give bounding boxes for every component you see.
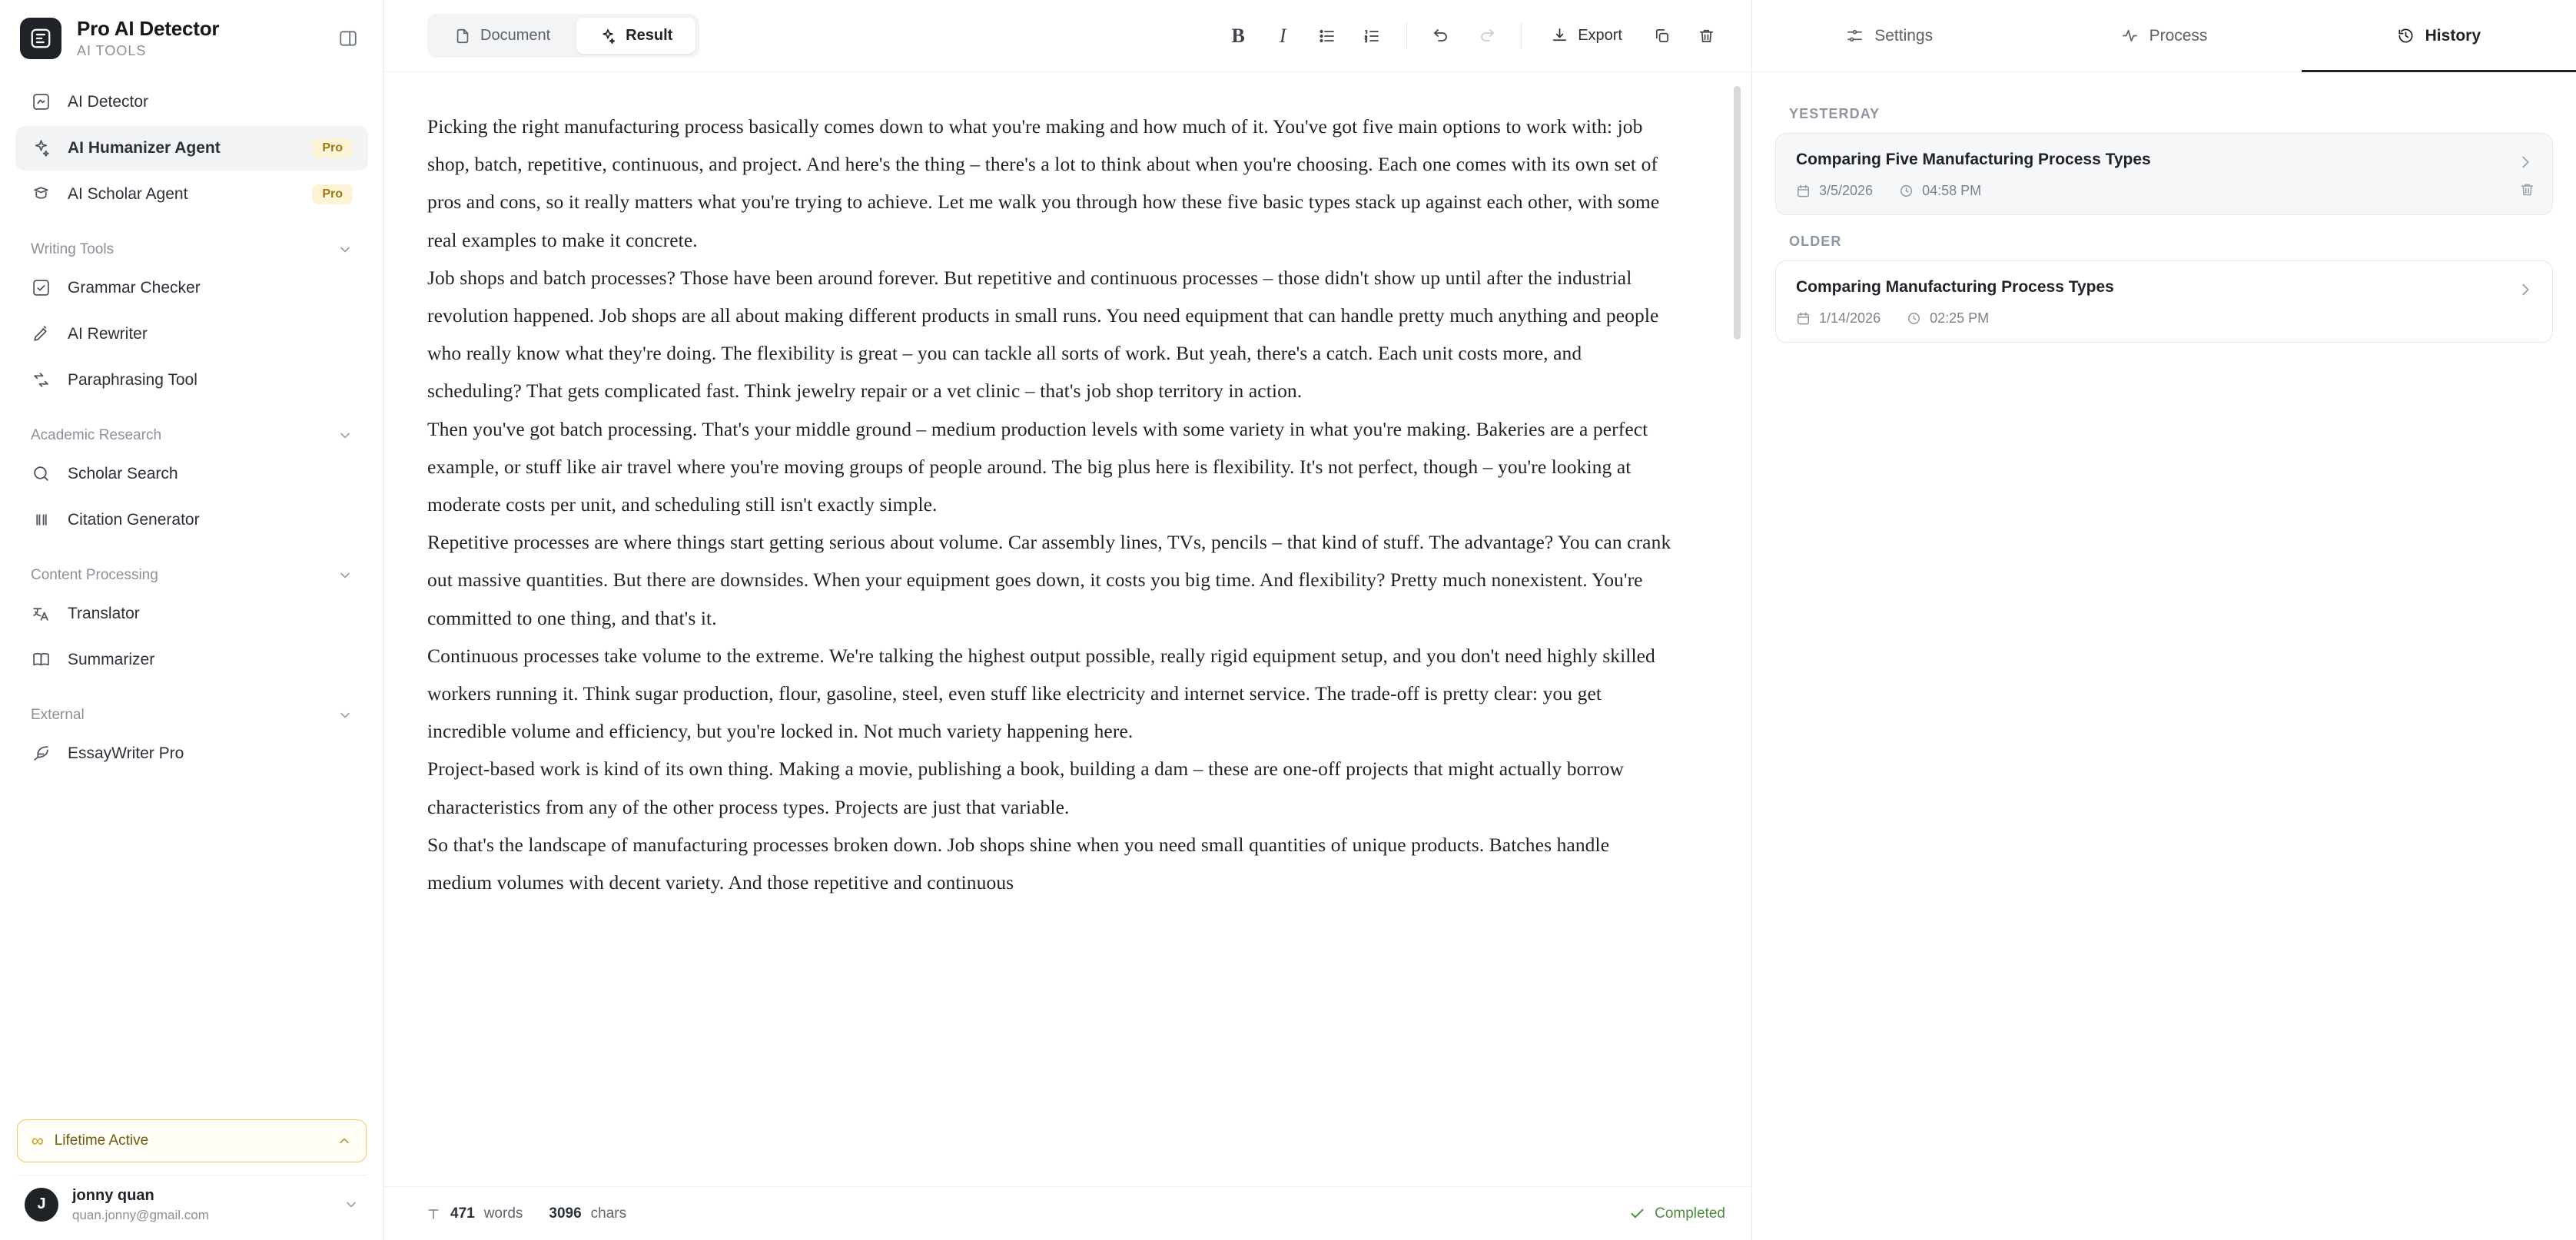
right-panel-tabs <box>1752 0 2576 72</box>
status-label: Completed <box>1655 1205 1725 1222</box>
delete-button[interactable] <box>1687 17 1725 55</box>
lifetime-status-button[interactable] <box>17 1119 367 1162</box>
history-list <box>1752 72 2576 1240</box>
tab-document-label: Document <box>480 27 551 44</box>
toolbar-separator <box>1521 23 1522 49</box>
user-email: quan.jonny@gmail.com <box>72 1207 209 1222</box>
editor-status-bar <box>384 1186 1751 1240</box>
paragraph: Then you've got batch processing. That's your middle ground – medium production levels with some variety in what you're making. Bakeries are a perfect example, or stuff like air travel where you're moving groups of people around. The big plus here is flexibility. It's not perfect, though – you're looking at moderate costs per unit, and scheduling still isn't exactly simple. <box>427 417 1648 516</box>
editor-toolbar <box>384 0 1751 72</box>
tab-document[interactable] <box>431 18 573 54</box>
tab-settings-label: Settings <box>1874 26 1934 45</box>
history-item-meta <box>1796 183 2532 199</box>
tab-history[interactable] <box>2302 0 2576 71</box>
infinity-icon: ∞ <box>32 1130 44 1150</box>
sidebar-item-scholar-search[interactable] <box>15 452 368 496</box>
book-icon <box>31 650 51 670</box>
brand-title: Pro AI Detector <box>77 17 220 40</box>
activity-icon <box>2121 27 2139 45</box>
check-icon <box>1629 1205 1645 1222</box>
sidebar-item-label: Paraphrasing Tool <box>68 370 198 389</box>
redo-button[interactable] <box>1467 17 1505 55</box>
char-count-value: 3096 <box>549 1205 582 1222</box>
sidebar-item-essaywriter-pro[interactable] <box>15 731 368 776</box>
sidebar-item-summarizer[interactable] <box>15 638 368 682</box>
word-count <box>426 1205 523 1222</box>
chevron-down-icon <box>337 428 353 443</box>
chevron-down-icon <box>344 1197 359 1212</box>
history-item-time <box>1907 310 1989 327</box>
sidebar-item-ai-scholar-agent[interactable] <box>15 172 368 217</box>
history-item-title: Comparing Manufacturing Process Types <box>1796 278 2114 296</box>
sidebar-group-content-processing[interactable] <box>0 552 383 590</box>
sidebar <box>0 0 384 1240</box>
sidebar-nav <box>0 74 383 1119</box>
export-label: Export <box>1578 27 1622 44</box>
app-logo-icon <box>20 18 61 59</box>
history-time-value: 04:58 PM <box>1922 183 1982 198</box>
numbered-list-icon <box>1363 27 1381 45</box>
history-item[interactable] <box>1775 260 2553 343</box>
tab-settings[interactable] <box>1752 0 2027 71</box>
export-icon <box>1551 27 1569 45</box>
document-scrollbar[interactable] <box>1734 86 1741 1172</box>
history-item[interactable] <box>1775 133 2553 215</box>
user-name: jonny quan <box>72 1186 154 1204</box>
sidebar-item-citation-generator[interactable] <box>15 498 368 542</box>
bold-button[interactable] <box>1219 17 1257 55</box>
toolbar-separator <box>1406 23 1407 49</box>
pro-badge: Pro <box>312 184 353 204</box>
sidebar-group-academic-research[interactable] <box>0 412 383 450</box>
bold-icon: B <box>1231 24 1245 47</box>
document-scroll-area[interactable] <box>384 72 1751 1186</box>
quote-icon <box>31 510 51 530</box>
sparkle-icon <box>599 28 616 45</box>
bullet-list-button[interactable] <box>1308 17 1346 55</box>
history-date-value: 3/5/2026 <box>1819 183 1874 198</box>
sliders-icon <box>1846 27 1864 45</box>
sidebar-item-label: Translator <box>68 604 140 622</box>
sidebar-group-external[interactable] <box>0 691 383 730</box>
sidebar-group-label: Content Processing <box>31 566 158 583</box>
sidebar-group-label: Academic Research <box>31 426 162 443</box>
char-count <box>549 1205 626 1222</box>
editor-mode-tabs <box>427 14 699 58</box>
sparkle-icon <box>31 138 51 158</box>
paragraph: So that's the landscape of manufacturing processes broken down. Job shops shine when you need small quantities of unique products. Batches handle medium volumes with decent variety. And those repetitive and continuous <box>427 833 1610 894</box>
sidebar-item-label: Scholar Search <box>68 464 178 482</box>
tab-history-label: History <box>2425 26 2481 45</box>
user-account-button[interactable] <box>17 1175 367 1226</box>
editor-pane <box>384 0 1752 1240</box>
brand-text <box>77 17 317 60</box>
calendar-icon <box>1796 184 1811 198</box>
pro-badge: Pro <box>312 138 353 158</box>
history-group-label: YESTERDAY <box>1789 106 1881 121</box>
sidebar-footer <box>0 1119 383 1240</box>
history-item-time <box>1899 183 1981 199</box>
tab-process[interactable] <box>2027 0 2301 71</box>
right-panel <box>1752 0 2576 1240</box>
clock-icon <box>1899 184 1914 198</box>
check-square-icon <box>31 278 51 298</box>
paragraph: Project-based work is kind of its own thing. Making a movie, publishing a book, building a dam – these are one-off projects that might actually borrow characteristics from any of the other process types. Projects are just that variable. <box>427 758 1624 818</box>
scrollbar-thumb[interactable] <box>1734 86 1741 340</box>
document-icon <box>454 28 471 45</box>
avatar: J <box>25 1188 58 1222</box>
result-document[interactable] <box>384 72 1751 1186</box>
history-group-label: OLDER <box>1789 234 1842 249</box>
undo-icon <box>1432 27 1451 45</box>
chevron-down-icon <box>337 568 353 583</box>
status-badge <box>1629 1205 1725 1222</box>
export-button[interactable] <box>1537 19 1636 52</box>
user-text <box>72 1186 330 1223</box>
history-item-title: Comparing Five Manufacturing Process Types <box>1796 151 2151 168</box>
sidebar-item-ai-humanizer-agent[interactable] <box>15 126 368 171</box>
char-count-label: chars <box>590 1205 627 1222</box>
translate-icon <box>31 604 51 624</box>
sidebar-item-ai-detector[interactable] <box>15 80 368 124</box>
paragraph: Picking the right manufacturing process basically comes down to what you're making and how much of it. You've got five main options to work with: job shop, batch, repetitive, continuous, and project. And here's the thing – there's a lot to think about when you're choosing. Each one comes with its own set of pros and cons, so it really matters what you're trying to achieve. Let me walk you through how these five basic types stack up against each other, with some real examples to make it concrete. <box>427 115 1660 251</box>
tab-result[interactable] <box>576 18 695 54</box>
sidebar-item-label: Summarizer <box>68 650 155 668</box>
chevron-down-icon <box>337 242 353 257</box>
brand-header <box>0 0 383 74</box>
paragraph: Continuous processes take volume to the extreme. We're talking the highest output possible, really rigid equipment setup, and you don't need highly skilled workers running it. Think sugar production, flour, gasoline, steel, even stuff like electricity and internet service. The trade-off is pretty clear: you get incredible volume and efficiency, but you're locked in. Not much variety happening here. <box>427 644 1655 743</box>
clock-icon <box>1907 311 1921 326</box>
lifetime-label: Lifetime Active <box>54 1132 149 1149</box>
copy-button[interactable] <box>1642 17 1681 55</box>
history-delete-button[interactable] <box>2519 181 2535 197</box>
paragraph: Repetitive processes are where things start getting serious about volume. Car assembly lines, TVs, pencils – that kind of stuff. The advantage? You can crank out massive quantities. But there are downsides. When your equipment goes down, it costs you big time. And flexibility? Pretty much nonexistent. You're committed to one thing, and that's it. <box>427 531 1671 629</box>
sidebar-group-label: Writing Tools <box>31 240 115 257</box>
numbered-list-button[interactable] <box>1353 17 1391 55</box>
tab-result-label: Result <box>626 27 673 44</box>
sidebar-item-label: Grammar Checker <box>68 278 201 297</box>
chevron-up-icon <box>337 1133 352 1149</box>
sidebar-group-label: External <box>31 706 85 723</box>
sidebar-item-label: Citation Generator <box>68 510 200 529</box>
bullet-list-icon <box>1318 27 1336 45</box>
trash-icon <box>1698 27 1715 45</box>
sidebar-item-label: AI Rewriter <box>68 324 148 343</box>
sidebar-item-label: EssayWriter Pro <box>68 744 184 762</box>
redo-icon <box>1477 27 1495 45</box>
calendar-icon <box>1796 311 1811 326</box>
feather-icon <box>31 744 51 764</box>
undo-button[interactable] <box>1422 17 1461 55</box>
history-item-date <box>1796 310 1881 327</box>
sidebar-item-label: AI Detector <box>68 92 149 111</box>
italic-icon: I <box>1279 24 1286 47</box>
sidebar-item-grammar-checker[interactable] <box>15 266 368 310</box>
paraphrase-icon <box>31 370 51 390</box>
sidebar-item-label: AI Scholar Agent <box>68 184 188 203</box>
detector-icon <box>31 92 51 112</box>
chevron-right-icon[interactable] <box>2517 281 2534 298</box>
history-date-value: 1/14/2026 <box>1819 310 1881 326</box>
copy-icon <box>1653 27 1671 45</box>
text-icon <box>426 1206 441 1222</box>
word-count-label: words <box>483 1205 523 1222</box>
sidebar-item-label: AI Humanizer Agent <box>68 138 221 157</box>
tab-process-label: Process <box>2149 26 2208 45</box>
search-icon <box>31 464 51 484</box>
sidebar-group-writing-tools[interactable] <box>0 226 383 264</box>
chevron-down-icon <box>337 708 353 723</box>
history-icon <box>2397 27 2415 45</box>
history-time-value: 02:25 PM <box>1930 310 1990 326</box>
paragraph: Job shops and batch processes? Those have been around forever. But repetitive and continuous processes – those didn't show up until after the industrial revolution happened. Job shops are all about making different products in small runs. You need equipment that can handle pretty much anything and people who really know what they're doing. The flexibility is great – you can tackle all sorts of work. But yeah, there's a catch. Each unit costs more, and scheduling? That gets complicated fast. Think jewelry repair or a vet clinic – that's job shop territory in action. <box>427 266 1659 403</box>
chevron-right-icon[interactable] <box>2517 154 2534 171</box>
italic-button[interactable] <box>1263 17 1302 55</box>
word-count-value: 471 <box>450 1205 475 1222</box>
brand-subtitle: AI TOOLS <box>77 43 147 59</box>
sidebar-item-paraphrasing-tool[interactable] <box>15 358 368 403</box>
history-item-date <box>1796 183 1873 199</box>
sidebar-item-ai-rewriter[interactable] <box>15 312 368 356</box>
rewrite-icon <box>31 324 51 344</box>
history-item-meta <box>1796 310 2532 327</box>
sidebar-collapse-button[interactable] <box>333 23 363 54</box>
sidebar-item-translator[interactable] <box>15 592 368 636</box>
scholar-icon <box>31 184 51 204</box>
